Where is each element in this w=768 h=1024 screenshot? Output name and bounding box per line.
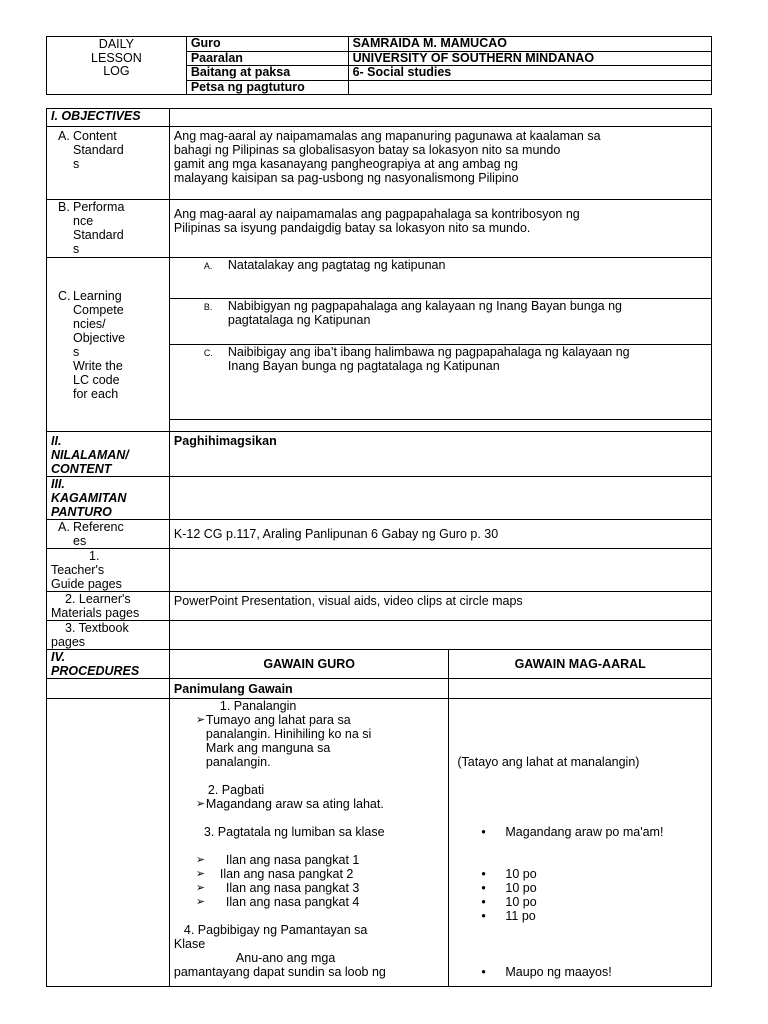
competency-marker: B. xyxy=(203,302,213,312)
greeting-item xyxy=(174,797,444,811)
label-line: 1. xyxy=(89,549,100,563)
group-list xyxy=(174,853,444,909)
lesson-table xyxy=(46,108,712,987)
performance-standards-text xyxy=(169,200,711,258)
title-line: DAILY xyxy=(98,37,134,51)
section-blank xyxy=(47,679,170,699)
learning-competencies-list xyxy=(169,258,711,432)
activity-blank xyxy=(47,699,170,987)
group-item xyxy=(174,895,444,909)
text-line: Ang mag-aaral ay naipamamalas ang mapanuring pagunawa at kaalaman sa xyxy=(173,129,601,143)
teacher-guide-value xyxy=(169,549,711,592)
section-blank xyxy=(449,679,712,699)
teacher-activities xyxy=(169,699,448,987)
textbook-label xyxy=(47,621,170,650)
greeting-response-list xyxy=(453,825,707,839)
label-line: Referenc xyxy=(73,520,124,534)
group-line: Ilan ang nasa pangkat 3 xyxy=(225,881,360,895)
arrow-icon: ➢ xyxy=(195,868,206,880)
rules-line: Anu-ano ang mga xyxy=(235,951,336,965)
label-line: Content xyxy=(73,129,117,143)
student-activities xyxy=(449,699,712,987)
learner-materials-value: PowerPoint Presentation, visual aids, video clips at circle maps xyxy=(169,592,711,621)
label-line: ncies/ xyxy=(73,316,106,331)
competency-line: Nabibigyan ng pagpapahalaga ang kalayaan ng Inang Bayan bunga ng xyxy=(227,299,622,313)
header-value: UNIVERSITY OF SOUTHERN MINDANAO xyxy=(348,51,711,66)
competency-line: Natatalakay ang pagtatag ng katipunan xyxy=(227,258,446,272)
prayer-line: panalangin. xyxy=(205,755,271,769)
arrow-icon: ➢ xyxy=(195,896,206,908)
competency-marker: C. xyxy=(203,348,213,358)
heading-line: CONTENT xyxy=(51,462,112,476)
greeting-response: Magandang araw po ma'am! xyxy=(505,825,664,839)
count-value: 10 po xyxy=(505,895,537,909)
group-item xyxy=(174,853,444,867)
label-line: nce xyxy=(73,214,94,228)
label-line: pages xyxy=(51,635,86,649)
header-value: SAMRAIDA M. MAMUCAO xyxy=(348,37,711,52)
text-line: bahagi ng Pilipinas sa globalisasyon batay sa lokasyon nito sa mundo xyxy=(173,143,561,157)
response-item xyxy=(453,825,707,839)
label-line: 2. Learner's xyxy=(65,592,131,606)
bullet-icon: • xyxy=(481,867,486,881)
prayer-line: Tumayo ang lahat para sa xyxy=(205,713,351,727)
competency-item xyxy=(170,258,711,299)
label-line: s xyxy=(73,242,80,256)
header-label: Paaralan xyxy=(186,51,348,66)
text-line: Ang mag-aaral ay naipamamalas ang pagpapahalaga sa kontribosyon ng xyxy=(173,207,580,221)
materials-blank xyxy=(169,477,711,520)
group-item xyxy=(174,881,444,895)
greeting-title: 2. Pagbati xyxy=(207,783,265,797)
label-line: Performa xyxy=(73,200,125,214)
letter: A. xyxy=(58,129,70,143)
letter: B. xyxy=(58,200,70,214)
label-line: Standard xyxy=(73,143,124,157)
label-line: Guide pages xyxy=(51,577,122,591)
label-line: Materials pages xyxy=(51,606,140,620)
group-item xyxy=(174,867,444,881)
label-line: Standard xyxy=(73,228,124,242)
count-value: 11 po xyxy=(505,909,536,923)
count-value: 10 po xyxy=(505,867,537,881)
content-standards-text xyxy=(169,127,711,200)
learning-competencies-label xyxy=(47,258,170,432)
learner-materials-label xyxy=(47,592,170,621)
title-line: LOG xyxy=(103,64,130,78)
arrow-icon: ➢ xyxy=(195,798,206,810)
label-line: es xyxy=(73,534,87,548)
prayer-response: (Tatayo ang lahat at manalangin) xyxy=(457,755,640,769)
count-list xyxy=(453,867,707,923)
label-line: Learning xyxy=(73,288,122,303)
competency-item xyxy=(170,299,711,345)
greeting-list xyxy=(174,797,444,811)
header-table xyxy=(46,36,712,95)
competency-marker: A. xyxy=(203,261,213,271)
prayer-line: Mark ang manguna sa xyxy=(205,741,331,755)
materials-heading xyxy=(47,477,170,520)
heading-line: NILALAMAN/ xyxy=(51,448,129,462)
content-heading xyxy=(47,432,170,477)
label-line: 3. Textbook xyxy=(65,621,129,635)
group-line: Ilan ang nasa pangkat 4 xyxy=(225,895,360,909)
objectives-heading-blank xyxy=(169,109,711,127)
prayer-list xyxy=(174,713,444,769)
bullet-icon: • xyxy=(481,965,486,979)
competency-line: Naibibigay ang iba’t ibang halimbawa ng pagpapahalaga ng kalayaan ng xyxy=(227,345,630,359)
daily-lesson-log-title xyxy=(47,37,187,95)
arrow-icon: ➢ xyxy=(195,882,206,894)
letter: C. xyxy=(58,288,71,303)
label-line: s xyxy=(73,344,80,359)
label-line: Write the xyxy=(73,358,123,373)
content-standards-label xyxy=(47,127,170,200)
sit-response: Maupo ng maayos! xyxy=(505,965,612,979)
text-line: gamit ang mga kasanayang pangheograpiya at ang ambag ng xyxy=(173,157,518,171)
bullet-icon: • xyxy=(481,825,486,839)
title-line: LESSON xyxy=(91,50,142,65)
arrow-icon: ➢ xyxy=(195,714,206,726)
heading-line: III. xyxy=(51,477,65,491)
label-line: s xyxy=(73,157,80,171)
bullet-icon: • xyxy=(481,881,486,895)
rules-title-line: Klase xyxy=(173,937,206,951)
bullet-icon: • xyxy=(481,895,486,909)
count-item xyxy=(453,909,707,923)
procedures-heading xyxy=(47,650,170,679)
count-item xyxy=(453,867,707,881)
heading-line: PANTURO xyxy=(51,505,112,519)
textbook-value xyxy=(169,621,711,650)
heading-line: KAGAMITAN xyxy=(51,491,127,505)
references-value: K-12 CG p.117, Araling Panlipunan 6 Gabay ng Guro p. 30 xyxy=(169,520,711,549)
content-value: Paghihimagsikan xyxy=(169,432,711,477)
attendance-title: 3. Pagtatala ng lumiban sa klase xyxy=(203,825,385,839)
header-label: Baitang at paksa xyxy=(186,66,348,81)
label-line: Objective xyxy=(73,330,126,345)
text-line: Pilipinas sa isyung pandaigdig batay sa lokasyon nito sa mundo. xyxy=(173,221,531,235)
arrow-icon: ➢ xyxy=(195,854,206,866)
rules-title-line: 4. Pagbibigay ng Pamantayan sa xyxy=(183,923,368,937)
header-value xyxy=(348,80,711,95)
header-label: Petsa ng pagtuturo xyxy=(186,80,348,95)
prayer-title: 1. Panalangin xyxy=(219,699,297,713)
teacher-guide-label xyxy=(47,549,170,592)
bullet-icon: • xyxy=(481,909,486,923)
competency-item xyxy=(170,345,711,420)
prayer-item xyxy=(174,713,444,769)
col-header-student: GAWAIN MAG-AARAL xyxy=(449,650,712,679)
letter: A. xyxy=(58,520,70,534)
performance-standards-label xyxy=(47,200,170,258)
count-value: 10 po xyxy=(505,881,537,895)
references-label xyxy=(47,520,170,549)
rules-line: pamantayang dapat sundin sa loob ng xyxy=(173,965,386,979)
label-line: for each xyxy=(73,386,119,401)
competency-line: pagtatalaga ng Katipunan xyxy=(227,313,371,327)
col-header-teacher: GAWAIN GURO xyxy=(169,650,448,679)
sit-list xyxy=(453,965,707,979)
label-line: LC code xyxy=(73,372,120,387)
response-item xyxy=(453,965,707,979)
heading-line: II. xyxy=(51,434,62,448)
heading-line: IV. xyxy=(51,650,66,664)
header-value: 6- Social studies xyxy=(348,66,711,81)
competency-line: Inang Bayan bunga ng pagtatalaga ng Katipunan xyxy=(227,359,500,373)
heading-line: PROCEDURES xyxy=(51,664,140,678)
objectives-heading: I. OBJECTIVES xyxy=(47,109,170,127)
greeting-line: Magandang araw sa ating lahat. xyxy=(205,797,384,811)
group-line: Ilan ang nasa pangkat 2 xyxy=(219,867,354,881)
section-title: Panimulang Gawain xyxy=(169,679,448,699)
label-line: Teacher's xyxy=(51,563,105,577)
group-line: Ilan ang nasa pangkat 1 xyxy=(225,853,360,867)
header-label: Guro xyxy=(186,37,348,52)
count-item xyxy=(453,895,707,909)
text-line: malayang kaisipan sa pag-usbong ng nasyonalismong Pilipino xyxy=(173,171,519,185)
count-item xyxy=(453,881,707,895)
prayer-line: panalangin. Hinihiling ko na si xyxy=(205,727,372,741)
label-line: Compete xyxy=(73,302,124,317)
